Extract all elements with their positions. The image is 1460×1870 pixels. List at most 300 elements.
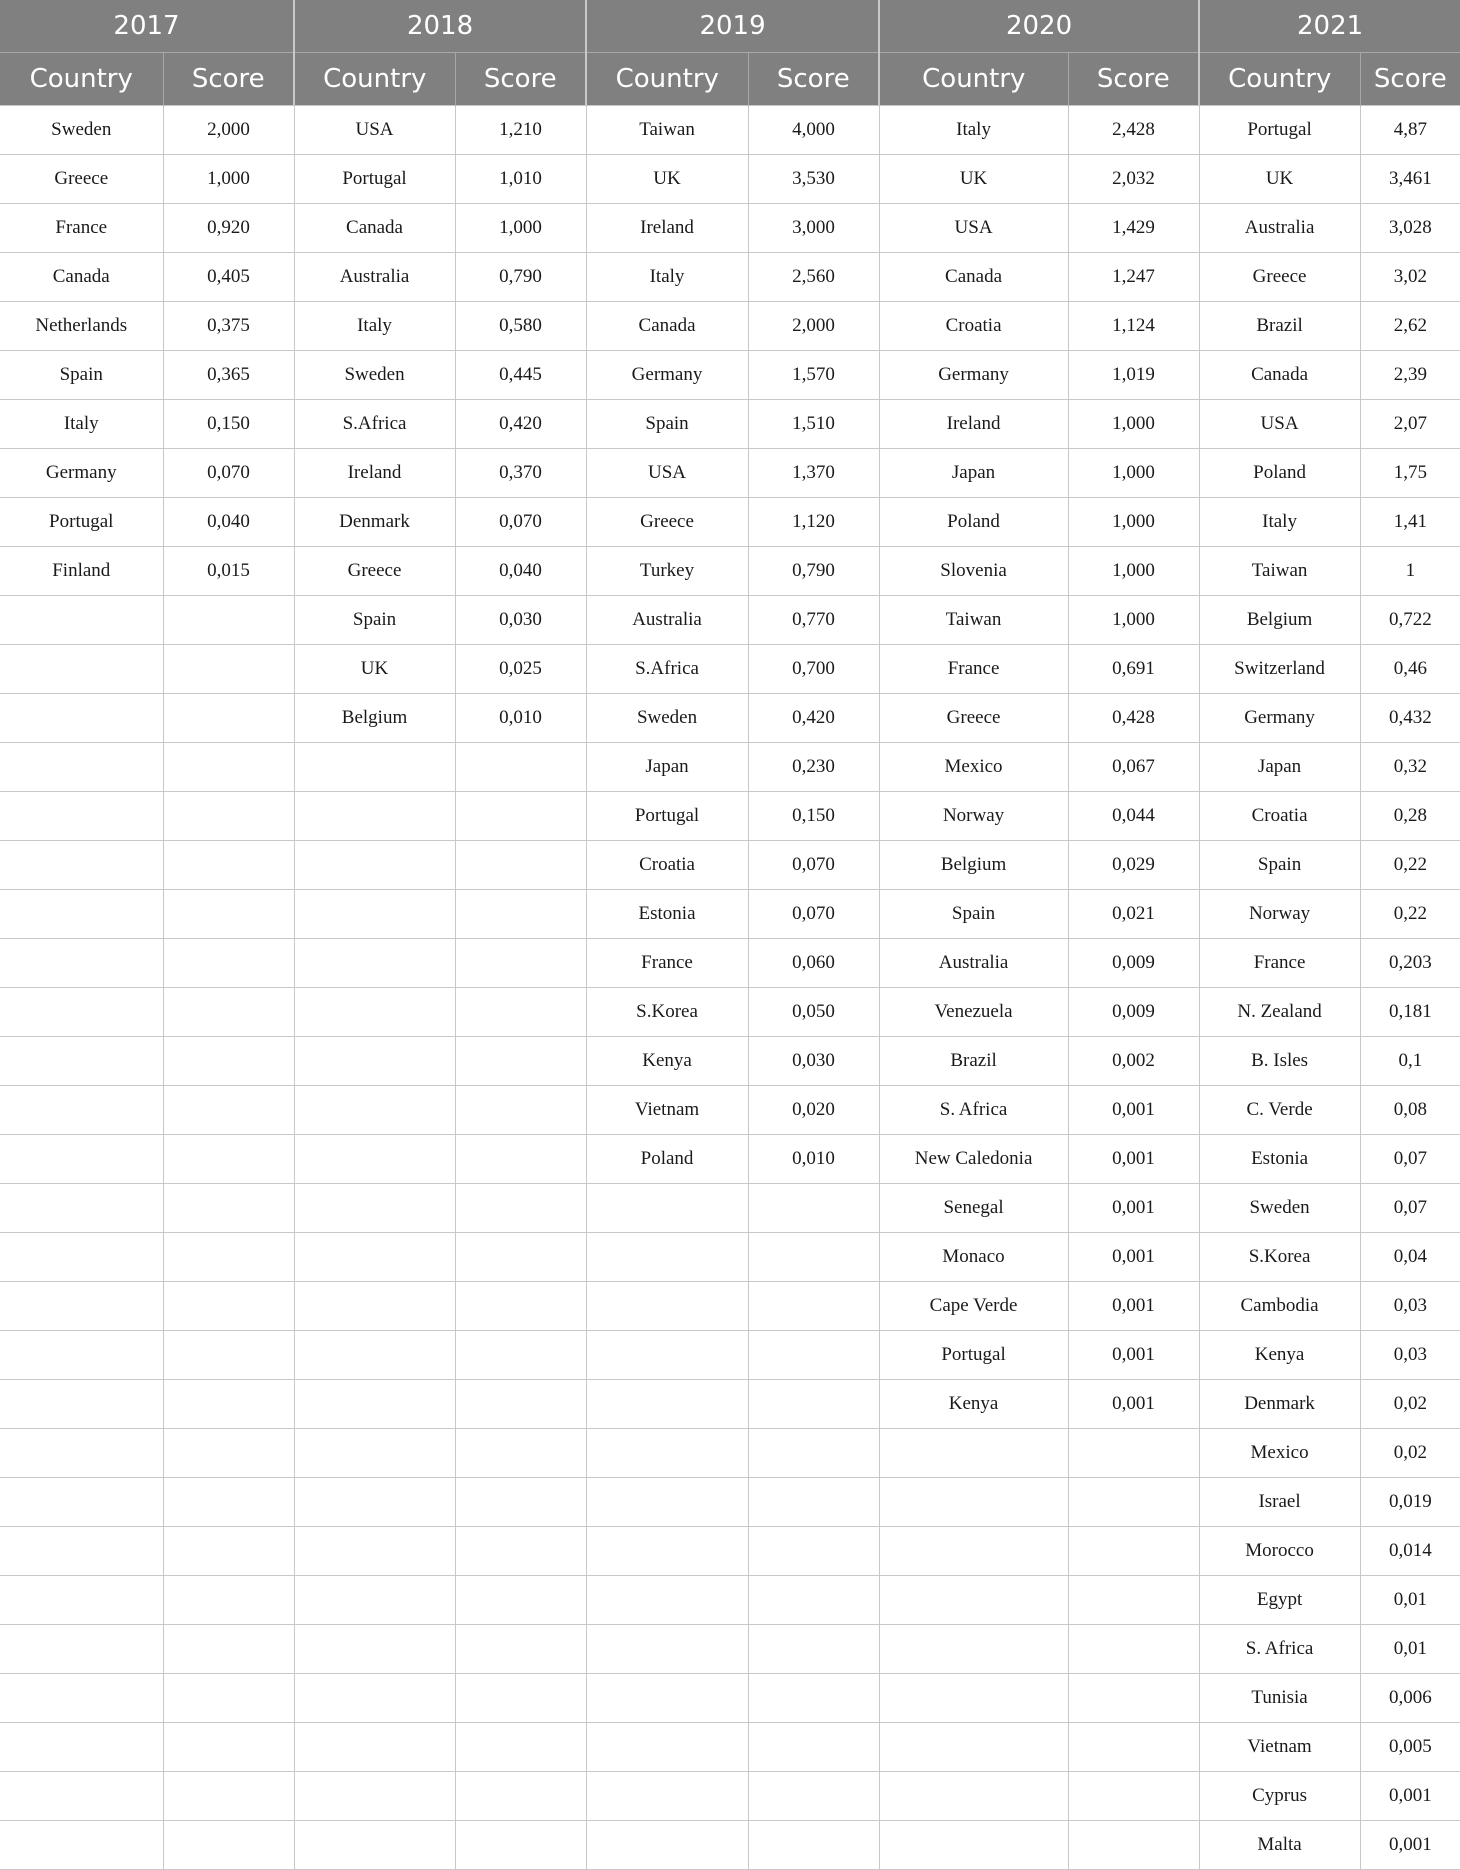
country-cell-2019: Estonia <box>586 890 748 939</box>
column-header-country: Country <box>879 53 1068 106</box>
country-cell-2021: Denmark <box>1199 1380 1360 1429</box>
country-cell-2018 <box>294 1625 455 1674</box>
score-cell-2021: 0,001 <box>1360 1772 1460 1821</box>
table-row <box>0 841 1460 890</box>
country-cell-2019 <box>586 1576 748 1625</box>
score-cell-2020: 1,429 <box>1068 204 1199 253</box>
country-cell-2020: Portugal <box>879 1331 1068 1380</box>
score-cell-2018: 0,445 <box>455 351 586 400</box>
country-cell-2017: Italy <box>0 400 163 449</box>
score-cell-2018 <box>455 1037 586 1086</box>
table-row <box>0 596 1460 645</box>
table-row <box>0 1821 1460 1870</box>
score-cell-2021: 0,014 <box>1360 1527 1460 1576</box>
score-cell-2018: 1,010 <box>455 155 586 204</box>
score-cell-2019: 3,530 <box>748 155 879 204</box>
country-cell-2019: UK <box>586 155 748 204</box>
country-cell-2019 <box>586 1282 748 1331</box>
country-cell-2019: Spain <box>586 400 748 449</box>
country-cell-2017: Greece <box>0 155 163 204</box>
year-header-row <box>0 0 1460 53</box>
score-cell-2020: 1,124 <box>1068 302 1199 351</box>
score-cell-2021: 4,87 <box>1360 106 1460 155</box>
country-cell-2020: Kenya <box>879 1380 1068 1429</box>
country-cell-2018 <box>294 743 455 792</box>
country-cell-2020 <box>879 1527 1068 1576</box>
country-cell-2021: Japan <box>1199 743 1360 792</box>
country-cell-2021: B. Isles <box>1199 1037 1360 1086</box>
country-cell-2021: N. Zealand <box>1199 988 1360 1037</box>
score-cell-2017: 0,405 <box>163 253 294 302</box>
score-cell-2019: 2,560 <box>748 253 879 302</box>
country-cell-2017 <box>0 890 163 939</box>
score-cell-2018 <box>455 1086 586 1135</box>
score-cell-2019 <box>748 1527 879 1576</box>
score-cell-2018 <box>455 1429 586 1478</box>
country-cell-2019: S.Korea <box>586 988 748 1037</box>
score-cell-2018 <box>455 1233 586 1282</box>
country-cell-2020: Ireland <box>879 400 1068 449</box>
country-cell-2018 <box>294 1135 455 1184</box>
country-cell-2020: Greece <box>879 694 1068 743</box>
country-cell-2018 <box>294 1233 455 1282</box>
country-cell-2019: Kenya <box>586 1037 748 1086</box>
year-header-2019: 2019 <box>586 0 879 53</box>
score-cell-2018 <box>455 1625 586 1674</box>
country-cell-2017 <box>0 645 163 694</box>
year-header-2020: 2020 <box>879 0 1199 53</box>
score-cell-2019: 0,420 <box>748 694 879 743</box>
score-cell-2021: 2,39 <box>1360 351 1460 400</box>
country-cell-2017 <box>0 1331 163 1380</box>
score-cell-2019 <box>748 1772 879 1821</box>
year-header-2018: 2018 <box>294 0 586 53</box>
score-cell-2021: 1,75 <box>1360 449 1460 498</box>
score-cell-2021: 0,03 <box>1360 1282 1460 1331</box>
country-cell-2019: Turkey <box>586 547 748 596</box>
score-cell-2021: 0,181 <box>1360 988 1460 1037</box>
country-cell-2017: Portugal <box>0 498 163 547</box>
country-cell-2019 <box>586 1331 748 1380</box>
country-cell-2018 <box>294 1184 455 1233</box>
score-cell-2019: 1,510 <box>748 400 879 449</box>
table-row <box>0 351 1460 400</box>
score-cell-2020: 0,691 <box>1068 645 1199 694</box>
score-cell-2017 <box>163 596 294 645</box>
score-cell-2020: 1,247 <box>1068 253 1199 302</box>
table-row <box>0 1576 1460 1625</box>
country-cell-2017 <box>0 1723 163 1772</box>
score-cell-2020 <box>1068 1772 1199 1821</box>
table-row <box>0 988 1460 1037</box>
country-cell-2021: Vietnam <box>1199 1723 1360 1772</box>
score-cell-2019 <box>748 1233 879 1282</box>
table-row <box>0 694 1460 743</box>
country-cell-2017 <box>0 596 163 645</box>
country-cell-2021: Italy <box>1199 498 1360 547</box>
country-cell-2019: Italy <box>586 253 748 302</box>
score-cell-2017 <box>163 1478 294 1527</box>
score-cell-2019 <box>748 1576 879 1625</box>
score-cell-2017 <box>163 1527 294 1576</box>
country-cell-2021: Brazil <box>1199 302 1360 351</box>
country-cell-2018 <box>294 939 455 988</box>
country-cell-2019 <box>586 1380 748 1429</box>
score-cell-2017 <box>163 1576 294 1625</box>
score-cell-2021: 0,32 <box>1360 743 1460 792</box>
country-cell-2018: USA <box>294 106 455 155</box>
score-cell-2017: 0,015 <box>163 547 294 596</box>
score-cell-2017 <box>163 1625 294 1674</box>
country-cell-2018 <box>294 841 455 890</box>
country-cell-2017 <box>0 1429 163 1478</box>
score-cell-2017 <box>163 645 294 694</box>
country-cell-2020: Spain <box>879 890 1068 939</box>
score-cell-2019 <box>748 1478 879 1527</box>
score-cell-2018: 1,000 <box>455 204 586 253</box>
score-cell-2020: 0,044 <box>1068 792 1199 841</box>
score-cell-2018 <box>455 1184 586 1233</box>
score-cell-2020: 1,000 <box>1068 400 1199 449</box>
score-cell-2021: 3,02 <box>1360 253 1460 302</box>
score-cell-2017 <box>163 1674 294 1723</box>
score-cell-2019: 1,120 <box>748 498 879 547</box>
column-header-country: Country <box>0 53 163 106</box>
country-cell-2017 <box>0 743 163 792</box>
column-header-country: Country <box>586 53 748 106</box>
country-cell-2021: Norway <box>1199 890 1360 939</box>
country-cell-2020: Canada <box>879 253 1068 302</box>
score-cell-2018 <box>455 1282 586 1331</box>
table-row <box>0 1674 1460 1723</box>
country-cell-2018 <box>294 1527 455 1576</box>
score-cell-2020: 0,001 <box>1068 1086 1199 1135</box>
table-row <box>0 1429 1460 1478</box>
country-cell-2019: Vietnam <box>586 1086 748 1135</box>
table-row <box>0 743 1460 792</box>
score-cell-2020 <box>1068 1674 1199 1723</box>
country-cell-2020: Poland <box>879 498 1068 547</box>
country-cell-2020: Venezuela <box>879 988 1068 1037</box>
country-cell-2017 <box>0 1625 163 1674</box>
score-cell-2017 <box>163 1429 294 1478</box>
score-cell-2019: 0,030 <box>748 1037 879 1086</box>
country-cell-2020: S. Africa <box>879 1086 1068 1135</box>
table-row <box>0 1037 1460 1086</box>
score-cell-2021: 0,005 <box>1360 1723 1460 1772</box>
score-cell-2018 <box>455 1380 586 1429</box>
score-cell-2021: 3,028 <box>1360 204 1460 253</box>
table-row <box>0 302 1460 351</box>
country-cell-2018: Belgium <box>294 694 455 743</box>
country-cell-2020: Monaco <box>879 1233 1068 1282</box>
country-cell-2020: UK <box>879 155 1068 204</box>
country-cell-2021: Cyprus <box>1199 1772 1360 1821</box>
country-cell-2021: Morocco <box>1199 1527 1360 1576</box>
table-row <box>0 1282 1460 1331</box>
score-cell-2018: 0,070 <box>455 498 586 547</box>
score-cell-2020: 1,000 <box>1068 498 1199 547</box>
score-cell-2018 <box>455 1772 586 1821</box>
score-cell-2021: 0,01 <box>1360 1625 1460 1674</box>
country-cell-2017 <box>0 1135 163 1184</box>
country-cell-2018: S.Africa <box>294 400 455 449</box>
score-cell-2019: 4,000 <box>748 106 879 155</box>
country-cell-2019: Japan <box>586 743 748 792</box>
score-cell-2017 <box>163 743 294 792</box>
country-cell-2021: Mexico <box>1199 1429 1360 1478</box>
table-row <box>0 1380 1460 1429</box>
country-cell-2021: Sweden <box>1199 1184 1360 1233</box>
country-cell-2017: Spain <box>0 351 163 400</box>
score-cell-2019 <box>748 1723 879 1772</box>
score-cell-2020 <box>1068 1576 1199 1625</box>
score-cell-2021: 0,07 <box>1360 1184 1460 1233</box>
score-cell-2020: 0,001 <box>1068 1380 1199 1429</box>
score-cell-2019: 0,700 <box>748 645 879 694</box>
score-cell-2018 <box>455 939 586 988</box>
table-row <box>0 1625 1460 1674</box>
country-cell-2017 <box>0 988 163 1037</box>
score-cell-2019 <box>748 1821 879 1870</box>
score-cell-2021: 0,006 <box>1360 1674 1460 1723</box>
country-cell-2019: Canada <box>586 302 748 351</box>
country-cell-2020: Taiwan <box>879 596 1068 645</box>
score-cell-2019: 0,010 <box>748 1135 879 1184</box>
table-row <box>0 106 1460 155</box>
score-cell-2017 <box>163 1184 294 1233</box>
score-cell-2020: 1,000 <box>1068 596 1199 645</box>
country-cell-2017 <box>0 1380 163 1429</box>
country-cell-2017 <box>0 1086 163 1135</box>
country-cell-2017: Sweden <box>0 106 163 155</box>
country-cell-2020: Croatia <box>879 302 1068 351</box>
score-cell-2019 <box>748 1429 879 1478</box>
table-row <box>0 253 1460 302</box>
score-cell-2020: 1,000 <box>1068 547 1199 596</box>
table-row <box>0 1233 1460 1282</box>
country-cell-2018 <box>294 1674 455 1723</box>
score-cell-2017 <box>163 792 294 841</box>
score-cell-2018: 0,030 <box>455 596 586 645</box>
country-cell-2020: Mexico <box>879 743 1068 792</box>
score-cell-2017 <box>163 1331 294 1380</box>
country-cell-2018 <box>294 1821 455 1870</box>
country-cell-2021: Taiwan <box>1199 547 1360 596</box>
column-header-score: Score <box>1068 53 1199 106</box>
country-cell-2017: Canada <box>0 253 163 302</box>
country-cell-2018: Sweden <box>294 351 455 400</box>
score-cell-2020: 0,001 <box>1068 1233 1199 1282</box>
score-cell-2017 <box>163 694 294 743</box>
country-cell-2019 <box>586 1429 748 1478</box>
country-cell-2020 <box>879 1723 1068 1772</box>
country-cell-2019 <box>586 1821 748 1870</box>
score-cell-2018 <box>455 792 586 841</box>
score-cell-2017: 0,365 <box>163 351 294 400</box>
score-cell-2019 <box>748 1674 879 1723</box>
country-cell-2021: France <box>1199 939 1360 988</box>
score-cell-2020: 0,001 <box>1068 1184 1199 1233</box>
column-header-score: Score <box>748 53 879 106</box>
country-cell-2018 <box>294 1380 455 1429</box>
country-cell-2017 <box>0 792 163 841</box>
country-cell-2017 <box>0 1772 163 1821</box>
score-cell-2018 <box>455 988 586 1037</box>
country-cell-2020: Italy <box>879 106 1068 155</box>
score-cell-2018: 0,025 <box>455 645 586 694</box>
country-cell-2021: C. Verde <box>1199 1086 1360 1135</box>
score-cell-2020: 0,029 <box>1068 841 1199 890</box>
score-cell-2018 <box>455 1576 586 1625</box>
score-cell-2020: 1,000 <box>1068 449 1199 498</box>
table-header <box>0 0 1460 106</box>
country-cell-2020: Brazil <box>879 1037 1068 1086</box>
score-cell-2020: 2,032 <box>1068 155 1199 204</box>
score-cell-2021: 0,22 <box>1360 841 1460 890</box>
score-cell-2021: 1 <box>1360 547 1460 596</box>
score-cell-2017: 0,920 <box>163 204 294 253</box>
column-header-country: Country <box>1199 53 1360 106</box>
score-cell-2019: 2,000 <box>748 302 879 351</box>
country-cell-2020: Australia <box>879 939 1068 988</box>
country-cell-2019 <box>586 1478 748 1527</box>
country-cell-2019: USA <box>586 449 748 498</box>
country-cell-2020: Senegal <box>879 1184 1068 1233</box>
country-cell-2021: Israel <box>1199 1478 1360 1527</box>
score-cell-2021: 0,02 <box>1360 1429 1460 1478</box>
country-cell-2018: Italy <box>294 302 455 351</box>
table-row <box>0 890 1460 939</box>
score-cell-2019: 1,370 <box>748 449 879 498</box>
country-cell-2018 <box>294 1576 455 1625</box>
score-cell-2020 <box>1068 1429 1199 1478</box>
country-cell-2019: France <box>586 939 748 988</box>
country-cell-2018 <box>294 1037 455 1086</box>
score-cell-2021: 0,019 <box>1360 1478 1460 1527</box>
country-cell-2017: Netherlands <box>0 302 163 351</box>
score-cell-2021: 0,22 <box>1360 890 1460 939</box>
country-cell-2017 <box>0 694 163 743</box>
country-cell-2020: Belgium <box>879 841 1068 890</box>
score-cell-2018 <box>455 1478 586 1527</box>
score-cell-2018: 0,790 <box>455 253 586 302</box>
score-cell-2021: 0,1 <box>1360 1037 1460 1086</box>
country-cell-2020: USA <box>879 204 1068 253</box>
country-cell-2018: Australia <box>294 253 455 302</box>
country-cell-2018 <box>294 1478 455 1527</box>
score-cell-2019: 0,770 <box>748 596 879 645</box>
country-cell-2018: Greece <box>294 547 455 596</box>
score-cell-2018: 1,210 <box>455 106 586 155</box>
year-header-2017: 2017 <box>0 0 294 53</box>
table-row <box>0 1086 1460 1135</box>
score-cell-2021: 2,07 <box>1360 400 1460 449</box>
score-cell-2017 <box>163 988 294 1037</box>
country-cell-2019: S.Africa <box>586 645 748 694</box>
score-cell-2018 <box>455 1527 586 1576</box>
country-cell-2019 <box>586 1233 748 1282</box>
country-cell-2021: Australia <box>1199 204 1360 253</box>
table-row <box>0 1184 1460 1233</box>
country-cell-2018 <box>294 792 455 841</box>
country-cell-2019 <box>586 1723 748 1772</box>
country-cell-2017: Germany <box>0 449 163 498</box>
score-cell-2018: 0,040 <box>455 547 586 596</box>
score-cell-2019 <box>748 1282 879 1331</box>
score-cell-2017: 0,375 <box>163 302 294 351</box>
country-cell-2020 <box>879 1429 1068 1478</box>
country-cell-2019 <box>586 1184 748 1233</box>
score-cell-2021: 0,203 <box>1360 939 1460 988</box>
country-cell-2018 <box>294 1772 455 1821</box>
score-cell-2018 <box>455 1674 586 1723</box>
score-cell-2017: 0,070 <box>163 449 294 498</box>
country-cell-2018: Portugal <box>294 155 455 204</box>
country-cell-2020 <box>879 1821 1068 1870</box>
table-row <box>0 1723 1460 1772</box>
country-cell-2021: Belgium <box>1199 596 1360 645</box>
country-cell-2017: Finland <box>0 547 163 596</box>
score-cell-2021: 0,08 <box>1360 1086 1460 1135</box>
column-header-score: Score <box>455 53 586 106</box>
score-cell-2021: 2,62 <box>1360 302 1460 351</box>
score-cell-2021: 1,41 <box>1360 498 1460 547</box>
country-cell-2019: Portugal <box>586 792 748 841</box>
table-row <box>0 449 1460 498</box>
country-cell-2018 <box>294 890 455 939</box>
score-cell-2020: 0,001 <box>1068 1282 1199 1331</box>
country-cell-2018 <box>294 988 455 1037</box>
score-cell-2021: 0,02 <box>1360 1380 1460 1429</box>
country-cell-2021: Cambodia <box>1199 1282 1360 1331</box>
column-header-score: Score <box>1360 53 1460 106</box>
score-cell-2020 <box>1068 1478 1199 1527</box>
country-cell-2017 <box>0 1821 163 1870</box>
score-cell-2019: 0,070 <box>748 841 879 890</box>
score-cell-2020 <box>1068 1527 1199 1576</box>
country-cell-2019: Greece <box>586 498 748 547</box>
country-cell-2017 <box>0 939 163 988</box>
table-body <box>0 106 1460 1870</box>
score-cell-2021: 0,001 <box>1360 1821 1460 1870</box>
table-row <box>0 498 1460 547</box>
score-cell-2017 <box>163 1821 294 1870</box>
score-cell-2017 <box>163 1135 294 1184</box>
country-cell-2020: New Caledonia <box>879 1135 1068 1184</box>
score-cell-2019 <box>748 1184 879 1233</box>
score-cell-2020: 0,067 <box>1068 743 1199 792</box>
score-cell-2017: 1,000 <box>163 155 294 204</box>
country-cell-2019: Australia <box>586 596 748 645</box>
score-cell-2020: 0,009 <box>1068 988 1199 1037</box>
country-cell-2019 <box>586 1674 748 1723</box>
table-row <box>0 155 1460 204</box>
country-cell-2021: Poland <box>1199 449 1360 498</box>
column-header-row <box>0 53 1460 106</box>
country-cell-2017 <box>0 1184 163 1233</box>
country-cell-2017 <box>0 841 163 890</box>
score-cell-2019: 3,000 <box>748 204 879 253</box>
score-cell-2018: 0,370 <box>455 449 586 498</box>
score-cell-2019: 0,050 <box>748 988 879 1037</box>
country-cell-2019 <box>586 1527 748 1576</box>
country-cell-2020 <box>879 1576 1068 1625</box>
country-cell-2017: France <box>0 204 163 253</box>
country-cell-2021: Kenya <box>1199 1331 1360 1380</box>
score-cell-2020: 0,002 <box>1068 1037 1199 1086</box>
score-cell-2018 <box>455 1821 586 1870</box>
